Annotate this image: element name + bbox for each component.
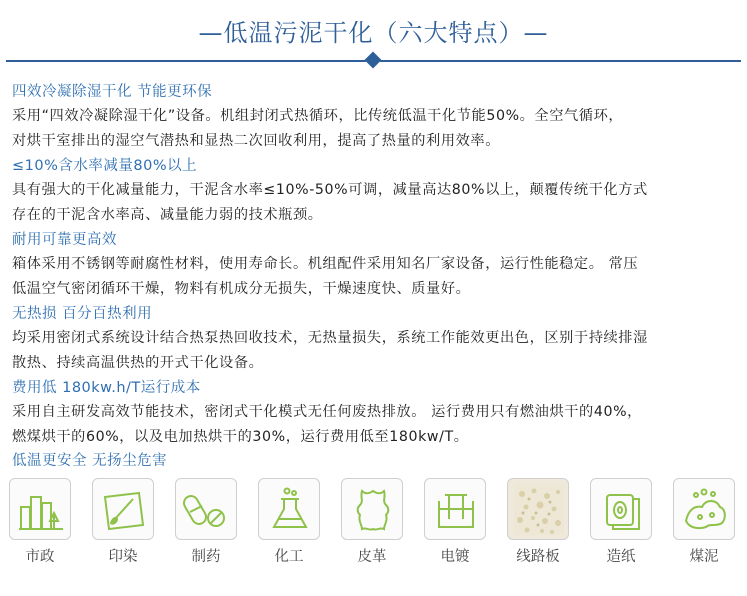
feature-text-line: 均采用密闭式系统设计结合热泵热回收技术，无热量损失，系统工作能效更出色，区别于持续排湿 (12, 330, 648, 346)
industry-tile (92, 478, 154, 540)
industry-item (673, 478, 735, 566)
feature-item (12, 80, 736, 154)
divider-diamond (365, 52, 382, 69)
feature-text-line: 散热、持续高温供热的开式干化设备。 (12, 355, 264, 371)
feature-item (12, 376, 736, 450)
feature-text-line: 具有强大的干化减量能力，干泥含水率≤10%-50%可调，减量高达80%以上，颠覆传统干化方式 (12, 182, 648, 198)
industry-icon-row (9, 478, 739, 578)
industry-tile (590, 478, 652, 540)
industry-item (424, 478, 486, 566)
industry-label: 造纸 (606, 549, 636, 565)
paper-roll-icon (597, 485, 647, 535)
industry-tile (507, 478, 569, 540)
industry-label: 市政 (25, 549, 55, 565)
industry-tile (341, 478, 403, 540)
feature-title: 四效冷凝除湿干化 节能更环保 (12, 84, 213, 100)
feature-text-line: 箱体采用不锈钢等耐腐性材料，使用寿命长。机组配件采用知名厂家设备，运行性能稳定。 常压 (12, 256, 639, 272)
industry-label: 煤泥 (689, 549, 719, 565)
feature-text-line: 低温空气密闭循环干燥，物料有机成分无损失，干燥速度快、质量好。 (12, 281, 471, 297)
circuit-board-photo (514, 485, 564, 535)
feature-item (12, 154, 736, 228)
feature-title: 耐用可靠更高效 (12, 232, 117, 248)
industry-tile (175, 478, 237, 540)
feature-item (12, 450, 736, 472)
flask-icon (265, 485, 315, 535)
header (0, 0, 747, 64)
feature-text-line: 采用“四效冷凝除湿干化”设备。机组封闭式热循环，比传统低温干化节能50%。全空气循环， (12, 108, 624, 124)
industry-label: 化工 (274, 549, 304, 565)
industry-label: 线路板 (516, 549, 560, 565)
leather-hide-icon (348, 485, 398, 535)
feature-text-line: 采用自主研发高效节能技术，密闭式干化模式无任何废热排放。 运行费用只有燃油烘干的40%， (12, 404, 642, 420)
title-divider-right (380, 60, 741, 62)
industry-tile (673, 478, 735, 540)
industry-item (175, 478, 237, 566)
pills-icon (182, 485, 232, 535)
feature-title: ≤10%含水率减量80%以上 (12, 158, 198, 174)
industry-label: 电镀 (440, 549, 470, 565)
industry-tile (258, 478, 320, 540)
feature-text-line: 对烘干室排出的湿空气潜热和显热二次回收利用，提高了热量的利用效率。 (12, 133, 500, 149)
electroplating-tank-icon (431, 485, 481, 535)
coal-slime-icon (680, 485, 730, 535)
city-buildings-icon (16, 485, 66, 535)
feature-item (12, 228, 736, 302)
industry-label: 印染 (108, 549, 138, 565)
industry-item (92, 478, 154, 566)
industry-item (9, 478, 71, 566)
feature-text-line: 燃煤烘干的60%，以及电加热烘干的30%，运行费用低至180kw/T。 (12, 429, 469, 445)
feature-title: 低温更安全 无扬尘危害 (12, 453, 168, 469)
industry-item (258, 478, 320, 566)
industry-item (590, 478, 652, 566)
feature-text-line: 存在的干泥含水率高、减量能力弱的技术瓶颈。 (12, 207, 323, 223)
dyeing-brush-icon (99, 485, 149, 535)
title-divider-left (6, 60, 366, 62)
feature-list (12, 80, 736, 472)
industry-label: 皮革 (357, 549, 387, 565)
industry-tile (9, 478, 71, 540)
feature-item (12, 302, 736, 376)
industry-tile (424, 478, 486, 540)
feature-title: 无热损 百分百热利用 (12, 306, 153, 322)
feature-title: 费用低 180kw.h/T运行成本 (12, 380, 201, 396)
industry-icons-section (0, 470, 747, 596)
industry-item (341, 478, 403, 566)
page-title: —低温污泥干化（六大特点）— (198, 19, 549, 47)
industry-label: 制药 (191, 549, 221, 565)
industry-item (507, 478, 569, 566)
